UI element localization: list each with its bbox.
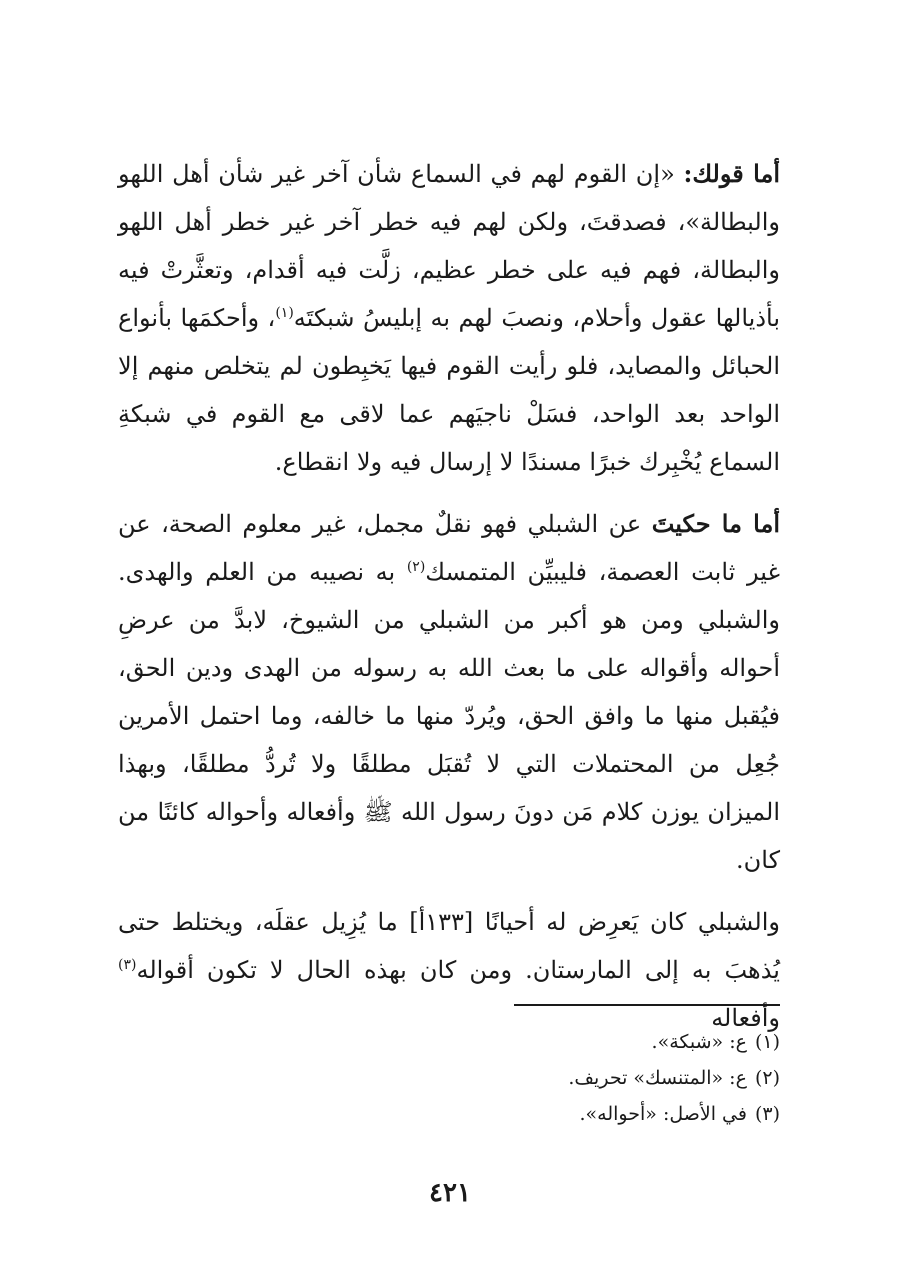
paragraph-text: به نصيبه من العلم والهدى. والشبلي ومن هو أكبر من الشبلي من الشيوخ، لابدَّ من عرضِ أحواله وأقواله على ما بعث الله به رسوله من الهدى ودين الحق، فيُقبل منها ما وافق الحق، ويُردّ منها ما خالفه، وما احتمل الأمرين جُعِل من المحتملات التي لا تُقبَل مطلقًا ولا تُردُّ مطلقًا، وبهذا الميزان يوزن كلام مَن دونَ رسول الله ﷺ وأفعاله وأحواله كائنًا من كان. [118,558,780,874]
paragraph-text: «إن القوم لهم في السماع شأن آخر غير شأن أهل اللهو والبطالة»، فصدقتَ، ولكن لهم فيه خطر آخر غير خطر أهل اللهو والبطالة، فهم فيه على خطر عظيم، زلَّت فيه أقدام، وتعثَّرتْ فيه بأذيالها عقول وأحلام، ونصبَ لهم به إبليسُ شبكتَه [118,160,780,332]
footnote-ref: (٣) [118,957,137,973]
footnote-ref: (١) [275,305,294,321]
paragraph-lead: أما قولك: [683,159,780,188]
footnote-number: (٢) [754,1067,780,1089]
paragraph-1 [118,150,780,486]
paragraph-text: وأفعاله [711,1004,780,1032]
footnote-ref: (٢) [406,559,426,575]
paragraph-text: عن الشبلي فهو نقلٌ مجمل، غير معلوم الصحة، عن غير ثابت العصمة، فليبيِّن المتمسك [118,510,781,586]
footnote-text: في الأصل: «أحواله». [579,1103,747,1125]
footnote-2 [118,1060,780,1096]
page-number: ٤٢١ [429,1178,471,1208]
footnote-text: ع: «المتنسك» تحريف. [568,1067,747,1089]
paragraph-3 [118,898,780,1042]
footnote-number: (١) [754,1031,780,1053]
footnote-3 [118,1096,780,1132]
paragraph-lead: أما ما حكيتَ [651,509,780,538]
footnote-divider [514,1004,780,1006]
footnotes [118,1024,780,1132]
footnote-number: (٣) [754,1103,780,1125]
footnote-1 [118,1024,780,1060]
main-text [118,150,780,1056]
paragraph-2 [118,500,780,884]
paragraph-text: والشبلي كان يَعرِض له أحيانًا [١٣٣أ] ما يُزِيل عقلَه، ويختلط حتى يُذهبَ به إلى المارستان. ومن كان بهذه الحال لا تكون أقواله [118,908,780,984]
footnote-text: ع: «شبكة». [651,1031,747,1053]
paragraph-text: ، وأحكمَها بأنواع الحبائل والمصايد، فلو رأيت القوم فيها يَخبِطون لم يتخلص منهم إلا الواحد بعد الواحد، فسَلْ ناجيَهم عما لاقى مع القوم في شبكةِ السماع يُخْبِرك خبرًا مسندًا لا إرسال فيه ولا انقطاع. [118,304,780,476]
